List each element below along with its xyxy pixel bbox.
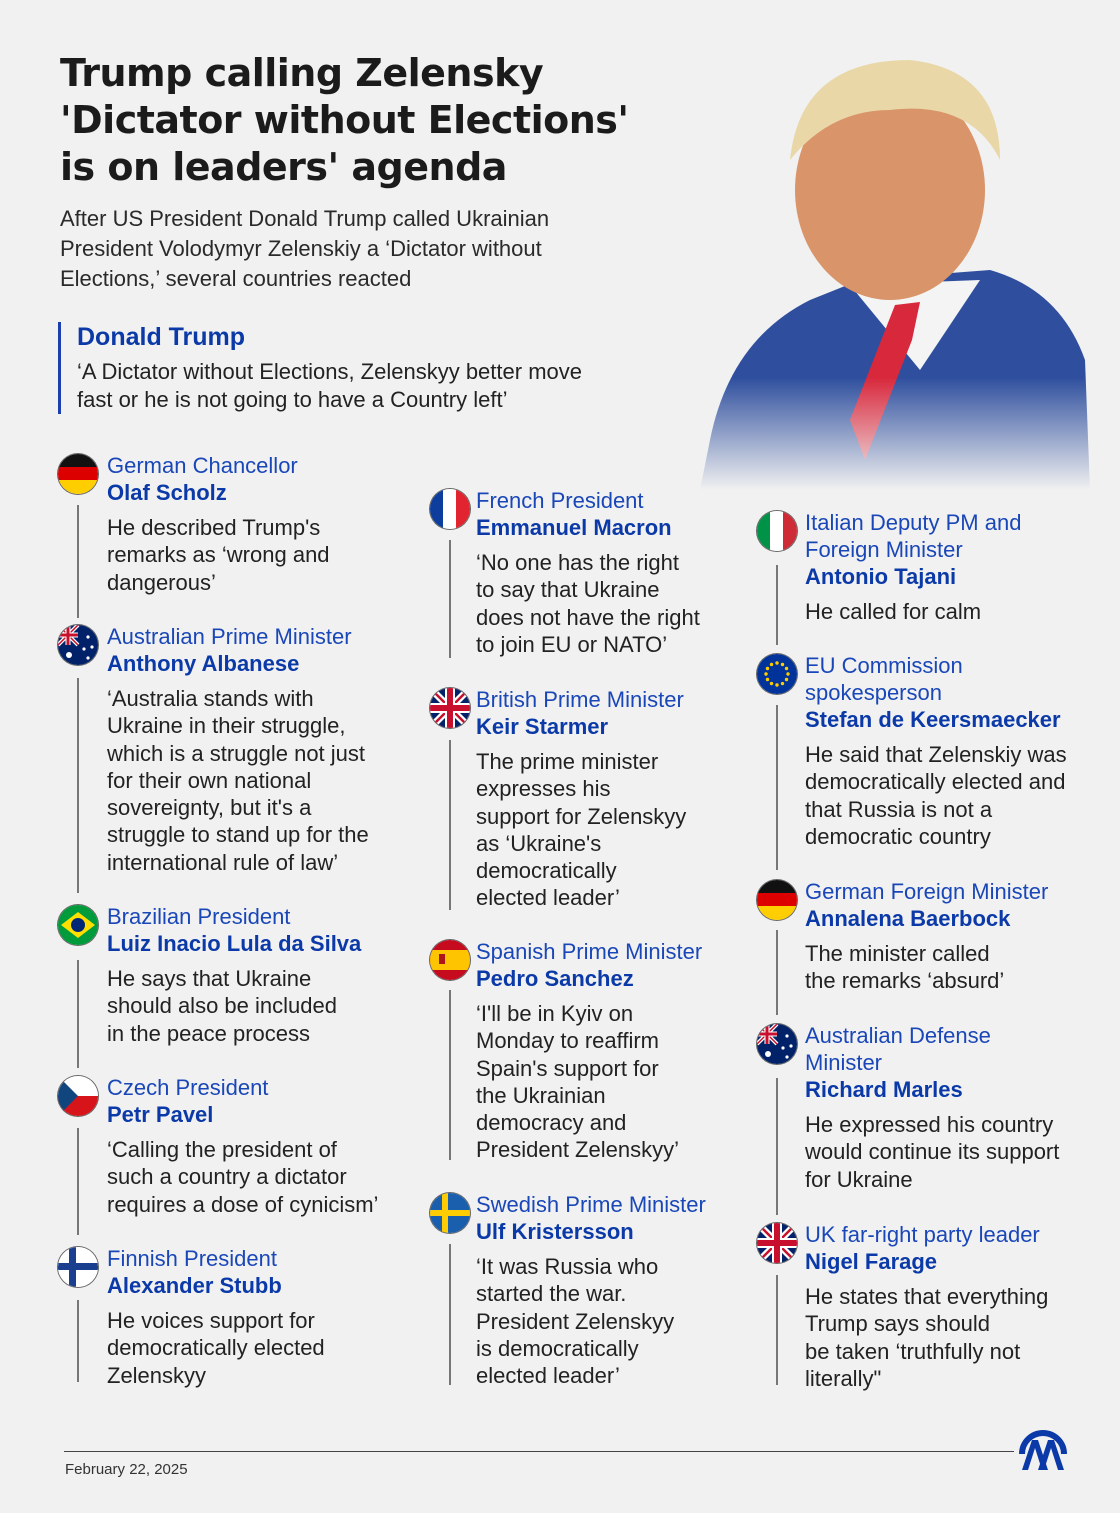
- lead-quote: ‘A Dictator without Elections, Zelenskyy better move fast or he is not going to have a Country left’: [77, 359, 582, 412]
- leader-role: Swedish Prime Minister: [476, 1192, 706, 1217]
- leader-statement: He said that Zelenskiy was democratically elected and that Russia is not a democratic country: [805, 742, 1067, 849]
- leader-statement: ‘Australia stands with Ukraine in their struggle, which is a struggle not just for their own national sovereignty, but it's a struggle to stand up for the international rule of law’: [107, 686, 369, 875]
- leader-statement: He described Trump's remarks as ‘wrong and dangerous’: [107, 515, 330, 595]
- leader-name: Anthony Albanese: [107, 651, 300, 676]
- leader-name: Antonio Tajani: [805, 564, 957, 589]
- flag-finland-icon: [58, 1247, 98, 1287]
- leader-role: British Prime Minister: [476, 687, 684, 712]
- reaction-text: [805, 1022, 1059, 1193]
- reaction-text: [805, 652, 1067, 850]
- timeline-line: [776, 1275, 778, 1385]
- reaction-text: [107, 1245, 325, 1389]
- timeline-line: [77, 1300, 79, 1382]
- trump-photo: [690, 40, 1100, 490]
- leader-statement: He says that Ukraine should also be included in the peace process: [107, 966, 337, 1046]
- leader-name: Stefan de Keersmaecker: [805, 707, 1061, 732]
- flag-france-icon: [430, 489, 470, 529]
- flag-australia-icon: [757, 1024, 797, 1064]
- page-title: Trump calling Zelensky 'Dictator without Elections' is on leaders' agenda: [60, 51, 629, 189]
- leader-name: Pedro Sanchez: [476, 966, 634, 991]
- aa-logo: [1018, 1424, 1068, 1477]
- leader-role: Italian Deputy PM and Foreign Minister: [805, 510, 1022, 562]
- leader-name: Richard Marles: [805, 1077, 963, 1102]
- reaction-text: [107, 1074, 378, 1218]
- leader-statement: ‘I'll be in Kyiv on Monday to reaffirm Spain's support for the Ukrainian democracy and President Zelenskyy’: [476, 1001, 679, 1163]
- timeline-line: [77, 505, 79, 618]
- timeline-line: [449, 740, 451, 910]
- timeline-line: [449, 540, 451, 658]
- timeline-line: [449, 990, 451, 1160]
- reaction-text: [476, 1191, 706, 1389]
- leader-statement: ‘No one has the right to say that Ukraine does not have the right to join EU or NATO’: [476, 550, 700, 657]
- reaction-text: [476, 487, 700, 658]
- footer-divider: [64, 1451, 1014, 1452]
- leader-role: UK far-right party leader: [805, 1222, 1040, 1247]
- reaction-text: [805, 878, 1048, 995]
- flag-brazil-icon: [58, 905, 98, 945]
- leader-role: Australian Defense Minister: [805, 1023, 991, 1075]
- leader-name: Luiz Inacio Lula da Silva: [107, 931, 362, 956]
- page-subtitle: After US President Donald Trump called Ukrainian President Volodymyr Zelenskiy a ‘Dictator without Elections,’ several countries reacted: [60, 206, 550, 291]
- leader-name: Olaf Scholz: [107, 480, 227, 505]
- reaction-text: [107, 623, 369, 876]
- leader-statement: ‘It was Russia who started the war. President Zelenskyy is democratically elected leader’: [476, 1254, 675, 1389]
- flag-uk-icon: [430, 688, 470, 728]
- leader-name: Petr Pavel: [107, 1102, 214, 1127]
- leader-name: Emmanuel Macron: [476, 515, 672, 540]
- leader-role: EU Commission spokesperson: [805, 653, 963, 705]
- lead-name: Donald Trump: [77, 323, 246, 351]
- leader-role: Brazilian President: [107, 904, 291, 929]
- timeline-line: [77, 678, 79, 893]
- leader-role: German Chancellor: [107, 453, 298, 478]
- reaction-text: [107, 903, 361, 1047]
- leader-role: Czech President: [107, 1075, 269, 1100]
- flag-germany-icon: [757, 880, 797, 920]
- timeline-line: [77, 1128, 79, 1235]
- leader-statement: The minister called the remarks ‘absurd’: [805, 941, 1005, 994]
- leader-statement: He called for calm: [805, 599, 982, 624]
- leader-role: German Foreign Minister: [805, 879, 1049, 904]
- flag-australia-icon: [58, 625, 98, 665]
- flag-czech-icon: [58, 1076, 98, 1116]
- flag-spain-icon: [430, 940, 470, 980]
- leader-role: Finnish President: [107, 1246, 277, 1271]
- reaction-text: [805, 1221, 1048, 1392]
- flag-sweden-icon: [430, 1193, 470, 1233]
- flag-eu-icon: [757, 654, 797, 694]
- leader-role: Australian Prime Minister: [107, 624, 352, 649]
- leader-name: Nigel Farage: [805, 1249, 938, 1274]
- leader-statement: He expressed his country would continue its support for Ukraine: [805, 1112, 1060, 1192]
- flag-germany-icon: [58, 454, 98, 494]
- lead-quote-block: [58, 322, 582, 414]
- leader-role: French President: [476, 488, 644, 513]
- reaction-text: [476, 686, 686, 912]
- reaction-text: [107, 452, 330, 596]
- leader-name: Ulf Kristersson: [476, 1219, 634, 1244]
- leader-statement: The prime minister expresses his support for Zelenskyy as ‘Ukraine's democratically elected leader’: [476, 749, 687, 911]
- leader-name: Alexander Stubb: [107, 1273, 282, 1298]
- date: February 22, 2025: [65, 1461, 188, 1478]
- flag-uk-icon: [757, 1223, 797, 1263]
- timeline-line: [776, 1078, 778, 1215]
- timeline-line: [776, 565, 778, 645]
- leader-statement: He voices support for democratically elected Zelenskyy: [107, 1308, 325, 1388]
- leader-name: Annalena Baerbock: [805, 906, 1011, 931]
- leader-role: Spanish Prime Minister: [476, 939, 703, 964]
- timeline-line: [776, 930, 778, 1015]
- flag-italy-icon: [757, 511, 797, 551]
- leader-statement: ‘Calling the president of such a country a dictator requires a dose of cynicism’: [107, 1137, 379, 1217]
- timeline-line: [77, 960, 79, 1068]
- reaction-text: [476, 938, 702, 1164]
- timeline-line: [776, 705, 778, 870]
- timeline-line: [449, 1244, 451, 1385]
- leader-statement: He states that everything Trump says should be taken ‘truthfully not literally": [805, 1284, 1049, 1391]
- leader-name: Keir Starmer: [476, 714, 609, 739]
- reaction-text: [805, 509, 1021, 625]
